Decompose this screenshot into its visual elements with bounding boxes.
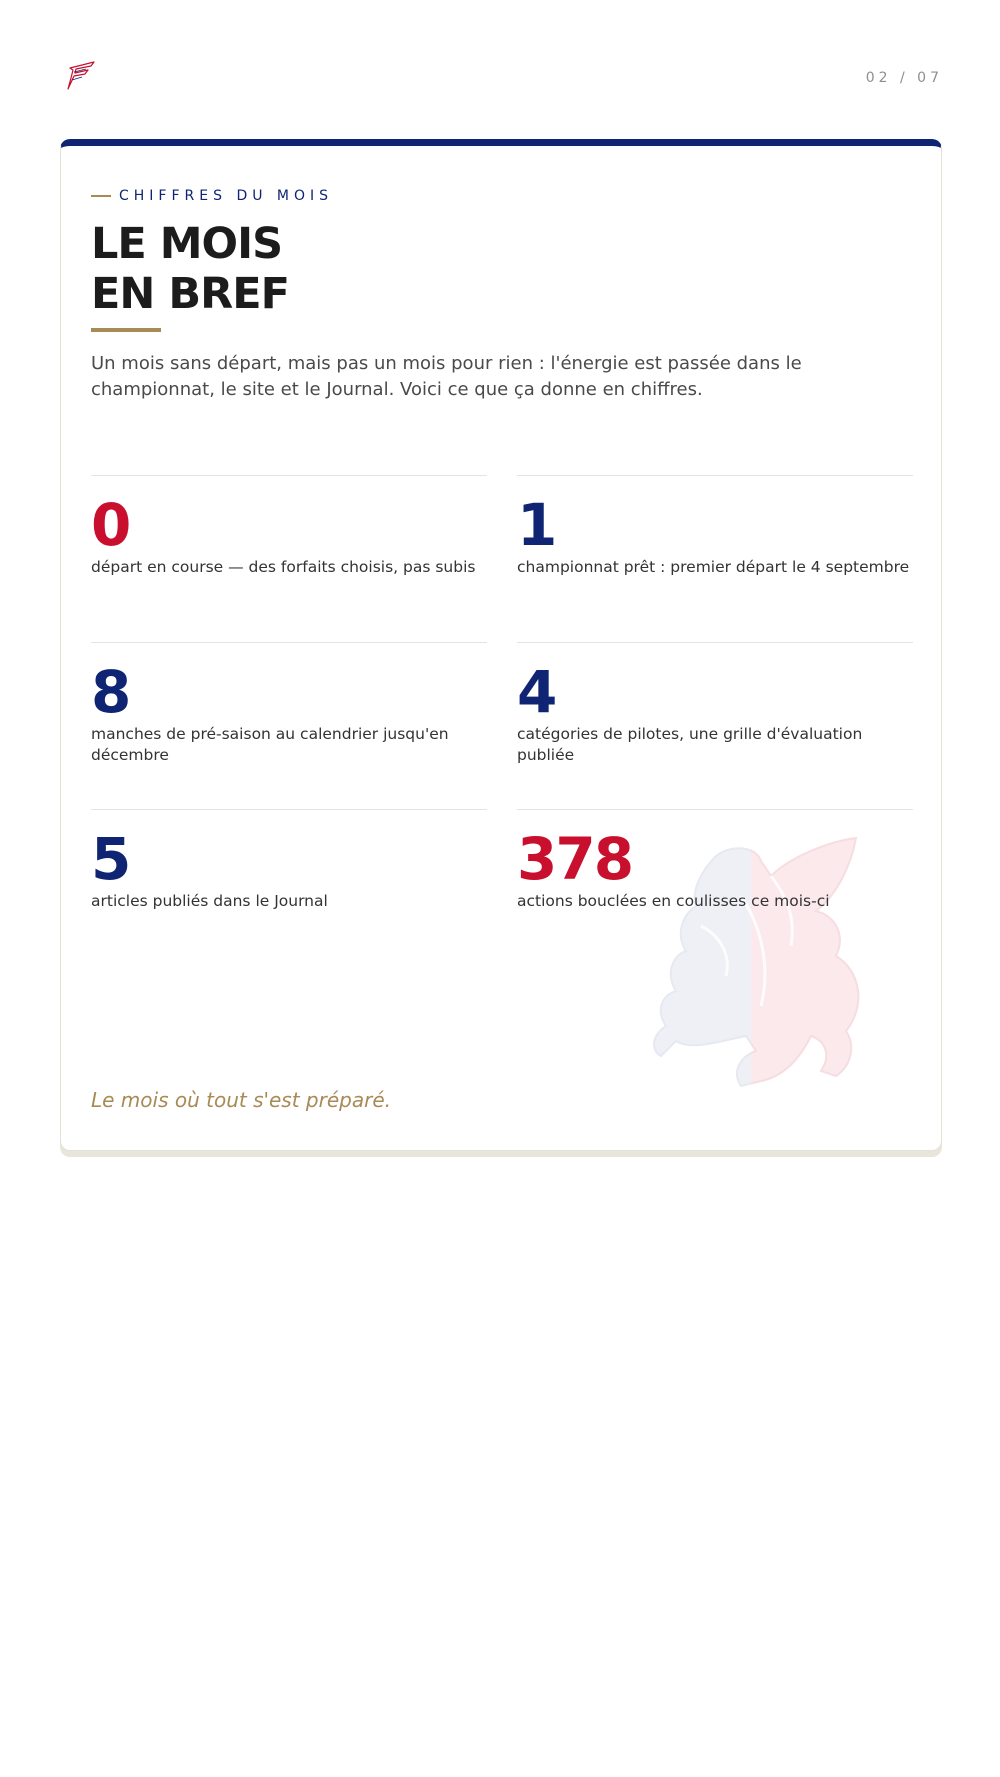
stat-label: championnat prêt : premier départ le 4 septembre [517,558,910,576]
eyebrow [91,188,333,204]
stat-value: 378 [517,825,633,893]
stat-label: départ en course — des forfaits choisis, pas subis [91,558,476,576]
stat-label: catégories de pilotes, une grille d'évaluation publiée [517,725,863,764]
eyebrow-rule [91,195,111,197]
page-title-line-2: EN BREF [91,269,289,319]
intro-text: Un mois sans départ, mais pas un mois pour rien : l'énergie est passée dans le championnat, le site et le Journal. Voici ce que ça donne en chiffres. [91,353,802,400]
page-title [91,219,289,319]
stat-item [91,642,487,766]
logo-icon [64,58,98,92]
stat-item [517,475,913,578]
stat-label: articles publiés dans le Journal [91,892,328,910]
stat-value: 1 [517,491,556,559]
page-title-line-1: LE MOIS [91,219,283,269]
page-indicator: 02 / 07 [865,70,943,86]
stat-value: 0 [91,491,130,559]
stat-value: 5 [91,825,130,893]
stat-value: 4 [517,658,556,726]
stat-item [91,809,487,912]
stat-label: manches de pré-saison au calendrier jusqu'en décembre [91,725,449,764]
stat-label: actions bouclées en coulisses ce mois-ci [517,892,830,910]
stat-item [517,809,913,912]
footer-quote: Le mois où tout s'est préparé. [91,1088,391,1112]
eyebrow-label: CHIFFRES DU MOIS [119,188,334,204]
stat-value: 8 [91,658,130,726]
title-underline [91,328,161,332]
summary-card [60,139,942,1151]
stat-item [91,475,487,578]
stat-item [517,642,913,766]
